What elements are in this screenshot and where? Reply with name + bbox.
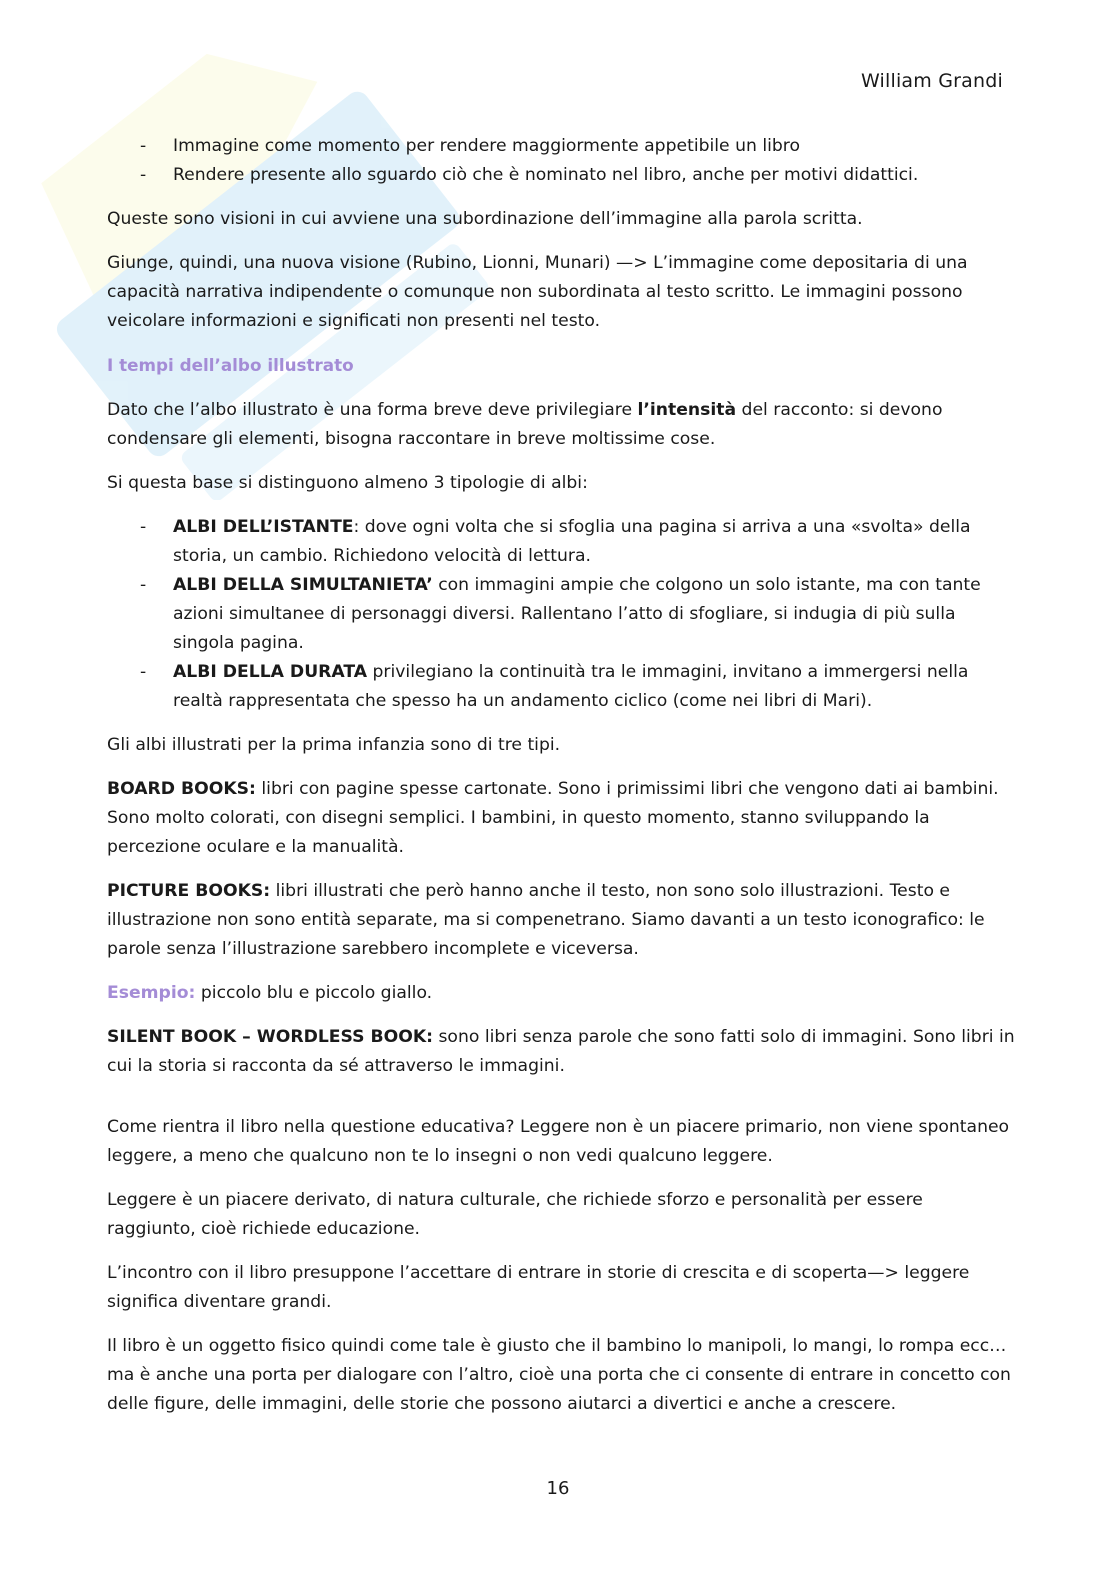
paragraph: Giunge, quindi, una nuova visione (Rubino, Lionni, Munari) —> L’immagine come depositaria di una capacità narrativa indipendente o comunque non subordinata al testo scritto. Le immagini possono veicolare informazioni e significati non presenti nel testo.	[107, 253, 968, 331]
intro-list	[107, 132, 1017, 190]
paragraph: Si questa base si distinguono almeno 3 tipologie di albi:	[107, 473, 588, 493]
list-item: - Rendere presente allo sguardo ciò che è nominato nel libro, anche per motivi didattici.	[107, 161, 1017, 190]
paragraph: Dato che l’albo illustrato è una forma breve deve privilegiare l’intensità del racconto: si devono condensare gli elementi, bisogna raccontare in breve moltissime cose.	[107, 400, 943, 449]
album-types-list	[107, 513, 1017, 716]
list-item: - ALBI DELLA SIMULTANIETA’ con immagini ampie che colgono un solo istante, ma con tante azioni simultanee di personaggi diversi. Rallentano l’atto di sfogliare, si indugia di più sulla singola pagina.	[107, 571, 1017, 658]
paragraph: Il libro è un oggetto fisico quindi come tale è giusto che il bambino lo manipoli, lo mangi, lo rompa ecc… ma è anche una porta per dialogare con l’altro, cioè una porta che ci consente di entrare in concetto con delle figure, delle immagini, delle storie che possono aiutarci a divertici e anche a crescere.	[107, 1336, 1011, 1414]
board-books-paragraph: BOARD BOOKS: libri con pagine spesse cartonate. Sono i primissimi libri che vengono dati ai bambini. Sono molto colorati, con disegni semplici. I bambini, in questo momento, stanno sviluppando la percezione oculare e la manualità.	[107, 779, 999, 857]
paragraph: Queste sono visioni in cui avviene una subordinazione dell’immagine alla parola scritta.	[107, 209, 863, 229]
picture-books-paragraph: PICTURE BOOKS: libri illustrati che però hanno anche il testo, non sono solo illustrazioni. Testo e illustrazione non sono entità separate, ma si compenetrano. Siamo davanti a un testo iconografico: le parole senza l’illustrazione sarebbero incomplete e viceversa.	[107, 881, 985, 959]
page-number: 16	[546, 1478, 570, 1499]
paragraph: Gli albi illustrati per la prima infanzia sono di tre tipi.	[107, 735, 561, 755]
list-item: - Immagine come momento per rendere maggiormente appetibile un libro	[107, 132, 1017, 161]
list-item: - ALBI DELLA DURATA privilegiano la continuità tra le immagini, invitano a immergersi nella realtà rappresentata che spesso ha un andamento ciclico (come nei libri di Mari).	[107, 658, 1017, 716]
list-item: - ALBI DELL’ISTANTE: dove ogni volta che si sfoglia una pagina si arriva a una «svolta» della storia, un cambio. Richiedono velocità di lettura.	[107, 513, 1017, 571]
silent-book-paragraph: SILENT BOOK – WORDLESS BOOK: sono libri senza parole che sono fatti solo di immagini. Sono libri in cui la storia si racconta da sé attraverso le immagini.	[107, 1027, 1015, 1076]
page-header-author: William Grandi	[860, 70, 1003, 92]
example-paragraph: Esempio: piccolo blu e piccolo giallo.	[107, 983, 433, 1003]
section-heading: I tempi dell’albo illustrato	[107, 355, 354, 375]
paragraph: Leggere è un piacere derivato, di natura culturale, che richiede sforzo e personalità per essere raggiunto, cioè richiede educazione.	[107, 1190, 923, 1239]
paragraph: Come rientra il libro nella questione educativa? Leggere non è un piacere primario, non viene spontaneo leggere, a meno che qualcuno non te lo insegni o non vedi qualcuno leggere.	[107, 1117, 1010, 1166]
document-body	[107, 132, 1017, 1419]
paragraph: L’incontro con il libro presuppone l’accettare di entrare in storie di crescita e di scoperta—> leggere significa diventare grandi.	[107, 1263, 970, 1312]
